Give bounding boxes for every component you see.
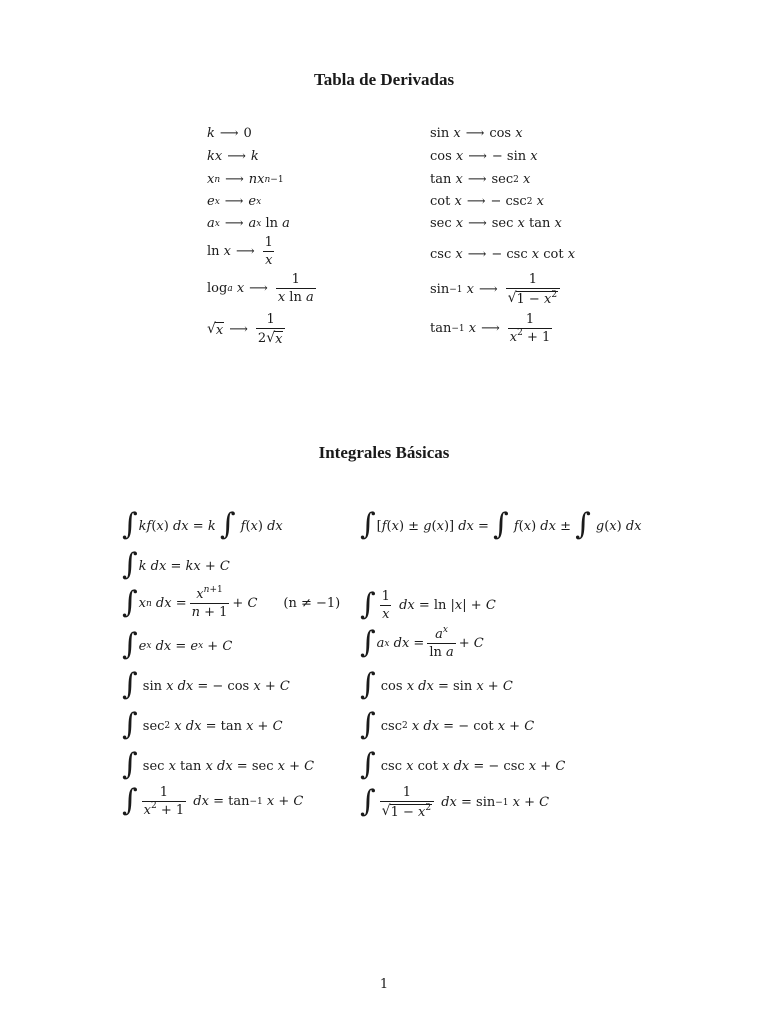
derivative-linear: kx ⟶ k — [207, 149, 259, 164]
integral-exp: ∫ e x dx = e x + C — [122, 627, 233, 662]
derivative-cot: cot x ⟶ − csc 2 x — [430, 194, 544, 209]
derivative-tan: tan x ⟶ sec 2 x — [430, 172, 531, 187]
derivative-arcsin: sin −1 x ⟶ 1 √ $1 - x^2$ — [430, 273, 563, 306]
derivative-sqrt: √ x ⟶ 1 2 √ x — [207, 313, 288, 346]
derivative-log-a: log a x ⟶ $\frac{1}{\text{x ln a}}$ — [207, 272, 314, 305]
integral-csc-cot: ∫ csc x cot x dx = − csc x + C — [360, 747, 566, 782]
integral-reciprocal: ∫ $\frac{1}{x}$ dx = ln | x | + C — [360, 586, 496, 622]
integral-power: ∫ x n dx = $\frac{x^{n+1}}{n + 1}$ + C (n ≠ −1) — [122, 584, 341, 620]
derivative-csc: csc x ⟶ − csc x cot x — [430, 247, 576, 262]
derivative-exp: e x ⟶ e x — [207, 194, 262, 209]
integrals-title: Integrales Básicas — [318, 443, 450, 462]
page-number: 1 — [379, 977, 389, 992]
integral-sum-rule: ∫ [ f ( x ) ± g ( x )] dx = ∫ f ( x ) dx ± ∫ g ( x ) dx — [360, 507, 642, 542]
derivatives-title: Tabla de Derivadas — [313, 70, 455, 89]
integral-constant-multiple: ∫ kf ( x ) dx = k ∫ f ( x ) dx — [122, 507, 283, 542]
derivative-power: x n ⟶ nx n−1 — [207, 172, 284, 187]
integral-constant: ∫ k dx = kx + C — [122, 547, 230, 582]
derivative-sin: sin x ⟶ cos x — [430, 126, 523, 141]
integral-csc-squared: ∫ csc 2 x dx = − cot x + C — [360, 707, 535, 742]
power-rule-condition: (n ≠ −1) — [283, 596, 341, 611]
integral-sin: ∫ sin x dx = − cos x + C — [122, 667, 290, 702]
derivative-cos: cos x ⟶ − sin x — [430, 149, 538, 164]
integral-exp-base-a: ∫ a x dx = $\frac{a^x}{\text{ln a}}$ + C — [360, 624, 484, 660]
derivative-sec: sec x ⟶ sec x tan x — [430, 216, 562, 231]
derivative-exp-base-a: a x ⟶ a x ln a — [207, 216, 290, 231]
integral-sec-squared: ∫ sec 2 x dx = tan x + C — [122, 707, 283, 742]
integral-arcsin: ∫ 1 √ $1 - x^2$ dx = sin −1 x + C — [360, 783, 550, 820]
derivative-ln: ln x ⟶ $\frac{1}{x}$ — [207, 235, 273, 268]
integral-arctan: ∫ $\frac{1}{x^2 + 1}$ dx = tan −1 x + C — [122, 782, 304, 818]
integral-cos: ∫ cos x dx = sin x + C — [360, 667, 513, 702]
derivative-arctan: tan −1 x ⟶ $\frac{1}{x^2 + 1}$ — [430, 312, 551, 345]
integral-sec-tan: ∫ sec x tan x dx = sec x + C — [122, 747, 315, 782]
derivative-constant: k ⟶ 0 — [207, 126, 252, 141]
